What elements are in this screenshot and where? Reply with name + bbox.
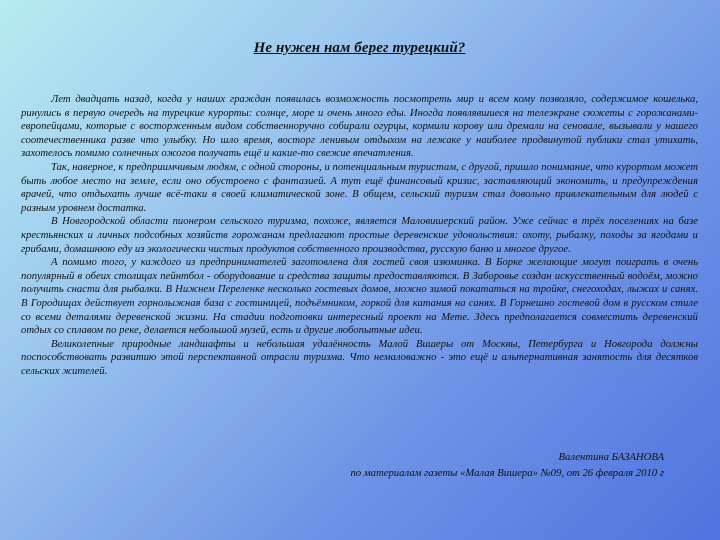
signature-block — [350, 449, 664, 481]
source-citation: по материалам газеты «Малая Вишера» №09, от 26 февраля 2010 г — [350, 467, 664, 479]
paragraph-5: Великолепные природные ландшафты и небольшая удалённость Малой Вишеры от Москвы, Петербурга и Новгорода должны поспособствовать развитию этой перспективной отрасли туризма. Что немаловажно - это ещё и альтернативная занятость для десятков сельских жителей. — [21, 337, 698, 377]
paragraph-2: Так, наверное, к предприимчивым людям, с одной стороны, и потенциальным туристам, с другой, пришло понимание, что курортом может быть любое место на земле, если оно обустроено с фантазией. А тут ещё финансовый кризис, заставляющий экономить, и предупреждения врачей, что отдыхать лучше всё-таки в своей климатической зоне. В общем, сельский туризм стал довольно привлекательным для людей с разным уровнем достатка. — [21, 160, 698, 214]
paragraph-3: В Новгородской области пионером сельского туризма, похоже, является Маловишерский район. Уже сейчас в трёх поселениях на базе крестьянских и личных подсобных хозяйств горожанам предлагают простые деревенские удовольствия: охоту, рыбалку, походы за ягодами и грибами, домашнюю еду из экологически чистых продуктов собственного производства, русскую баню и многое другое. — [21, 215, 698, 255]
article-body — [21, 93, 698, 378]
author-name: Валентина БАЗАНОВА — [558, 451, 664, 463]
paragraph-1: Лет двадцать назад, когда у наших граждан появилась возможность посмотреть мир и всем кому позволяло, содержимое кошелька, ринулись в первую очередь на турецкие курорты: солнце, море и очень много еды. Иногда появлявшиеся на телеэкране сюжеты с горожанами-европейцами, которые с восторженным видом собственноручно собирали огурцы, кормили корову или дремали на сеновале, вызывали у нашего соотечественника разве что улыбку. Но шло время, восторг ленивым отдыхом на лежаке у наиболее продвинутой публики стал утихать, захотелось помимо солнечных ожогов получать ещё и какие-то свежие впечатления. — [21, 93, 698, 160]
article-title: Не нужен нам берег турецкий? — [253, 40, 466, 56]
paragraph-4: А помимо того, у каждого из предпринимателей заготовлена для гостей своя изюминка. В Борке желающие могут поиграть в очень популярный в обеих столицах пейнтбол - оборудование и средства защиты предоставляются. В Заборовье создан искусственный водоём, можно получить снасти для рыбалки. В Нижнем Переленке несколько гостевых домов, можно зимой покататься на тройке, снегоходах, лыжах и санях. В Городищах действует горнолыжная база с гостиницей, подъёмником, горкой для катания на санях. В Горнешно гостевой дом в русском стиле со всеми деталями деревенской жизни. На стадии подготовки интересный проект на Мете. Здесь предполагается совместить деревенский отдых со сплавом по реке, делается небольшой музей, есть и другие любопытные идеи. — [21, 256, 698, 337]
